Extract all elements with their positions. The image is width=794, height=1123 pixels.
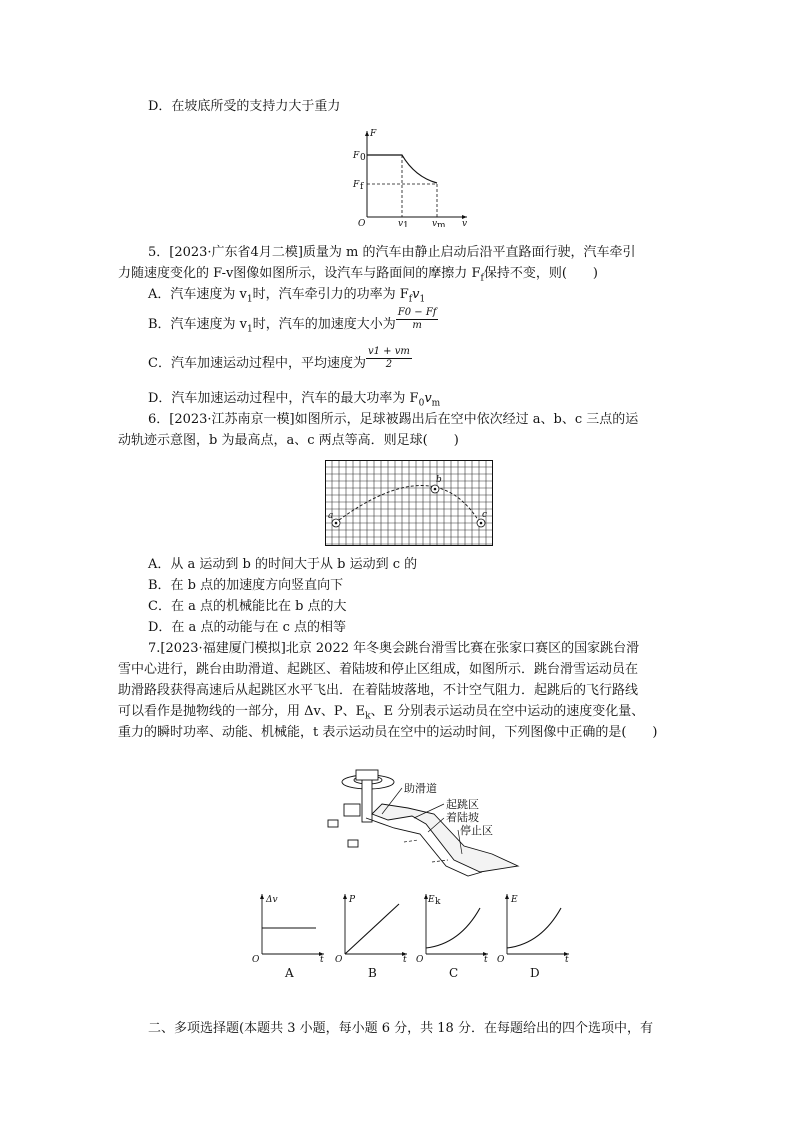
graph-c-origin: O [416,955,424,962]
graph-b-origin: O [335,955,343,962]
q6-option-a: A．从 a 运动到 b 的时间大于从 b 运动到 c 的 [148,557,418,572]
graph-c-xlabel: t [484,955,488,962]
graph-d [495,890,575,962]
q6-option-b: B．在 b 点的加速度方向竖直向下 [148,578,344,593]
origin-label: O [358,219,366,227]
section-2-heading: 二、多项选择题(本题共 3 小题，每小题 6 分，共 18 分．在每题给出的四个选项中，有 [148,1021,653,1036]
graph-b-caption: B [368,966,377,980]
label-takeoff: 起跳区 [446,798,479,811]
graph-c-caption: C [449,966,459,980]
label-run-in: 助滑道 [404,782,437,795]
f0-label: F [353,151,360,161]
point-b-label: b [436,475,442,485]
q7-line2: 雪中心进行，跳台由助滑道、起跳区、着陆坡和停止区组成，如图所示．跳台滑雪运动员在 [118,662,639,677]
graph-b-ylabel: P [349,895,356,905]
label-landing-slope: 着陆坡 [446,811,479,824]
point-a-label: a [328,511,334,521]
q5-option-b: B．汽车速度为 $v_1$时，汽车的加速度大小为 $\frac{F0 - Ff}{m}$ [148,307,437,335]
graph-c [414,890,494,962]
q5-line2: 力随速度变化的 F-v图像如图所示，设汽车与路面间的摩擦力 $F_f$保持不变，则( ) [118,266,598,284]
q6-line2: 动轨迹示意图，b 为最高点，a、c 两点等高．则足球( ) [118,433,459,448]
graph-d-origin: O [497,955,505,962]
graph-c-ysub: k [435,897,441,907]
point-c-label: c [482,510,488,520]
q6-line1: 6．[2023·江苏南京一模]如图所示，足球被踢出后在空中依次经过 a、b、c 三点的运 [148,412,639,427]
f0-sub: 0 [360,153,366,163]
q7-line3: 助滑路段获得高速后从起跳区水平飞出．在着陆坡落地，不计空气阻力．起跳后的飞行路线 [118,683,639,698]
vm-label: v [432,219,438,227]
graph-a-origin: O [252,955,260,962]
ff-sub: f [360,182,364,192]
graph-a-xlabel: t [320,955,324,962]
trajectory-grid-figure [325,460,493,546]
graph-a [250,890,330,962]
q5-line1: 5．[2023·广东省4月二模]质量为 m 的汽车由静止启动后沿平直路面行驶，汽车牵引 [148,245,636,260]
q6-option-d: D．在 a 点的动能与在 c 点的相等 [148,620,346,635]
graph-a-ylabel: Δv [266,895,278,905]
graph-c-ylabel: E [428,895,435,905]
q4-option-d: D．在坡底所受的支持力大于重力 [148,99,341,114]
v1-sub: 1 [403,221,409,227]
vm-sub: m [437,221,446,227]
graph-d-ylabel: E [511,895,518,905]
graph-d-caption: D [530,966,540,980]
q5-option-c: C．汽车加速运动过程中，平均速度为 $\frac{v1 + vm}{2}$ [148,346,410,371]
q7-line1: 7.[2023·福建厦门模拟]北京 2022 年冬奥会跳台滑雪比赛在张家口赛区的国家跳台滑 [148,641,640,656]
q5-option-d: D．汽车加速运动过程中，汽车的最大功率为 $F_0v_m$ [148,391,441,409]
q6-option-c: C．在 a 点的机械能比在 b 点的大 [148,599,347,614]
graph-a-caption: A [285,966,294,980]
q7-line5: 重力的瞬时功率、动能、机械能，t 表示运动员在空中的运动时间，下列图像中正确的是( ) [118,725,658,740]
q7-line4: 可以看作是抛物线的一部分，用 Δv、P、$E_k$、E 分别表示运动员在空中运动的速度变化量、 [118,704,645,722]
graph-b-xlabel: t [403,955,407,962]
graph-b [333,890,413,962]
q5-option-a: A．汽车速度为 $v_1$时，汽车牵引力的功率为 $F_fv_1$ [148,287,426,305]
axis-v-label: v [462,219,468,227]
ff-label: F [353,180,360,190]
label-stop-zone: 停止区 [460,824,493,837]
v1-label: v [398,219,404,227]
graph-d-xlabel: t [565,955,569,962]
axis-f-label: F [370,129,377,139]
fv-graph [345,125,475,227]
ski-jump-illustration [322,768,522,880]
